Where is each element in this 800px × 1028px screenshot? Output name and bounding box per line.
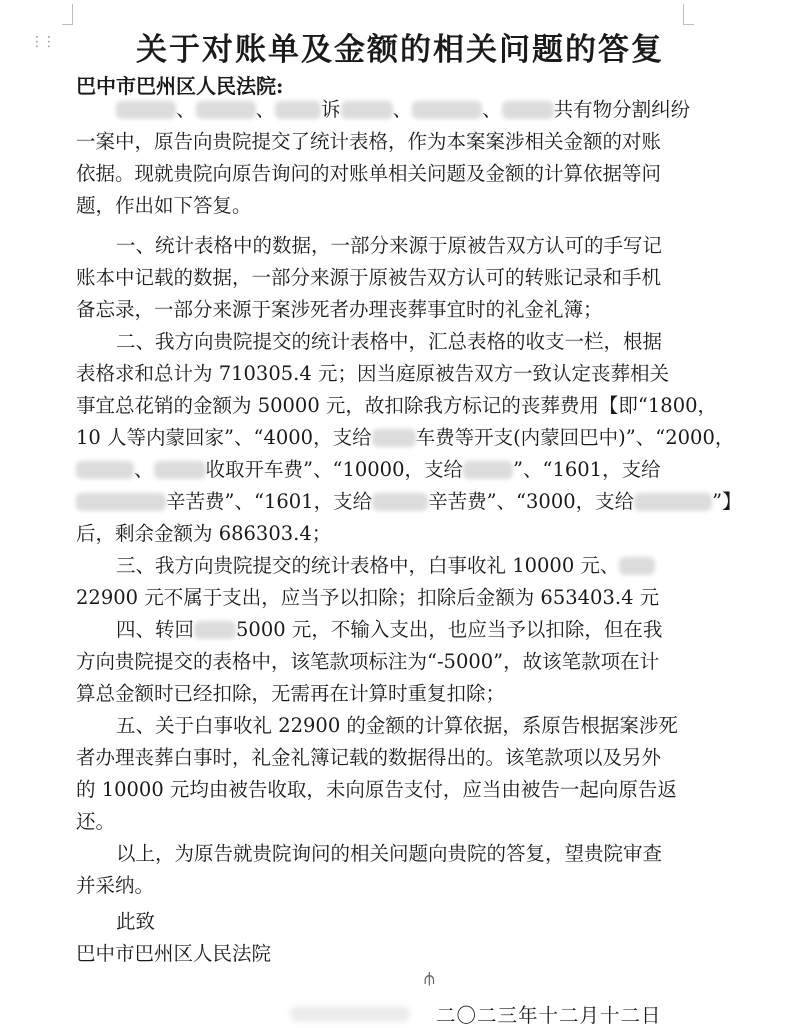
redaction bbox=[502, 101, 554, 119]
redaction bbox=[76, 461, 134, 479]
body-line: 一、统计表格中的数据，一部分来源于原被告双方认可的手写记 bbox=[116, 234, 663, 257]
redaction bbox=[619, 557, 655, 575]
redaction bbox=[275, 101, 321, 119]
crop-mark-top-left bbox=[62, 4, 73, 25]
body-line: 后，剩余金额为 686303.4； bbox=[76, 522, 332, 545]
redaction bbox=[116, 101, 176, 119]
body-line: 还。 bbox=[76, 810, 116, 833]
seal-mark: ⫛ bbox=[424, 968, 435, 989]
redaction bbox=[372, 429, 416, 447]
redaction bbox=[372, 493, 428, 511]
body-line: 依据。现就贵院向原告询问的对账单相关问题及金额的计算依据等问 bbox=[76, 162, 662, 185]
body-line: 以上，为原告就贵院询问的相关问题向贵院的答复，望贵院审查 bbox=[116, 842, 663, 865]
redaction bbox=[154, 461, 206, 479]
redaction bbox=[463, 461, 513, 479]
redaction bbox=[196, 101, 256, 119]
body-line: 并采纳。 bbox=[76, 874, 155, 897]
redaction bbox=[634, 493, 712, 511]
closing-phrase: 此致 bbox=[116, 910, 156, 933]
body-line: 方向贵院提交的表格中，该笔款项标注为“-5000”，故该笔款项在计 bbox=[76, 650, 660, 673]
body-line: 事宜总花销的金额为 50000 元，故扣除我方标记的丧葬费用【即“1800， bbox=[76, 394, 718, 417]
body-line: 题，作出如下答复。 bbox=[76, 194, 252, 217]
body-line: 算总金额时已经扣除，无需再在计算时重复扣除； bbox=[76, 682, 506, 705]
document-date: 二〇二三年十二月十二日 bbox=[436, 1004, 662, 1027]
redaction bbox=[412, 101, 482, 119]
body-line: 表格求和总计为 710305.4 元；因当庭原被告双方一致认定丧葬相关 bbox=[76, 362, 669, 385]
addressee: 巴中市巴州区人民法院: bbox=[76, 74, 284, 98]
body-line: 账本中记载的数据，一部分来源于原被告双方认可的转账记录和手机 bbox=[76, 266, 662, 289]
drag-handle-icon[interactable]: ⋮⋮ bbox=[30, 34, 54, 50]
body-line: 备忘录，一部分来源于案涉死者办理丧葬事宜时的礼金礼簿； bbox=[76, 298, 603, 321]
body-line: 者办理丧葬白事时，礼金礼簿记载的数据得出的。该笔款项以及另外 bbox=[76, 746, 662, 769]
signature-court: 巴中市巴州区人民法院 bbox=[76, 942, 272, 965]
body-line: 22900 元不属于支出，应当予以扣除；扣除后金额为 653403.4 元 bbox=[76, 586, 660, 609]
body-line: 一案中，原告向贵院提交了统计表格，作为本案案涉相关金额的对账 bbox=[76, 130, 662, 153]
body-line: 四、转回 5000 元，不输入支出，也应当予以扣除，但在我 bbox=[116, 618, 663, 641]
redaction bbox=[76, 493, 166, 511]
watermark bbox=[290, 1006, 410, 1022]
body-line: 的 10000 元均由被告收取，未向原告支付，应当由被告一起向原告返 bbox=[76, 778, 677, 801]
redaction bbox=[194, 621, 236, 639]
body-line: 10 人等内蒙回家”、“4000，支给 车费等开支(内蒙回巴中)”、“2000， bbox=[76, 426, 735, 449]
body-line: 二、我方向贵院提交的统计表格中，汇总表格的收支一栏，根据 bbox=[116, 330, 663, 353]
redaction bbox=[341, 101, 393, 119]
body-line: 辛苦费”、“1601，支给 辛苦费”、“3000，支给 ”】 bbox=[76, 490, 686, 514]
body-line: 、 、 诉 、 、 共有物分割纠纷 bbox=[76, 98, 726, 122]
document-title: 关于对账单及金额的相关问题的答复 bbox=[136, 32, 664, 68]
body-line: 、 收取开车费”、“10000，支给 ”、“1601，支给 bbox=[76, 458, 686, 482]
crop-mark-top-right bbox=[683, 4, 694, 25]
body-line: 三、我方向贵院提交的统计表格中，白事收礼 10000 元、 bbox=[76, 554, 726, 578]
body-line: 五、关于白事收礼 22900 的金额的计算依据，系原告根据案涉死 bbox=[116, 714, 678, 737]
